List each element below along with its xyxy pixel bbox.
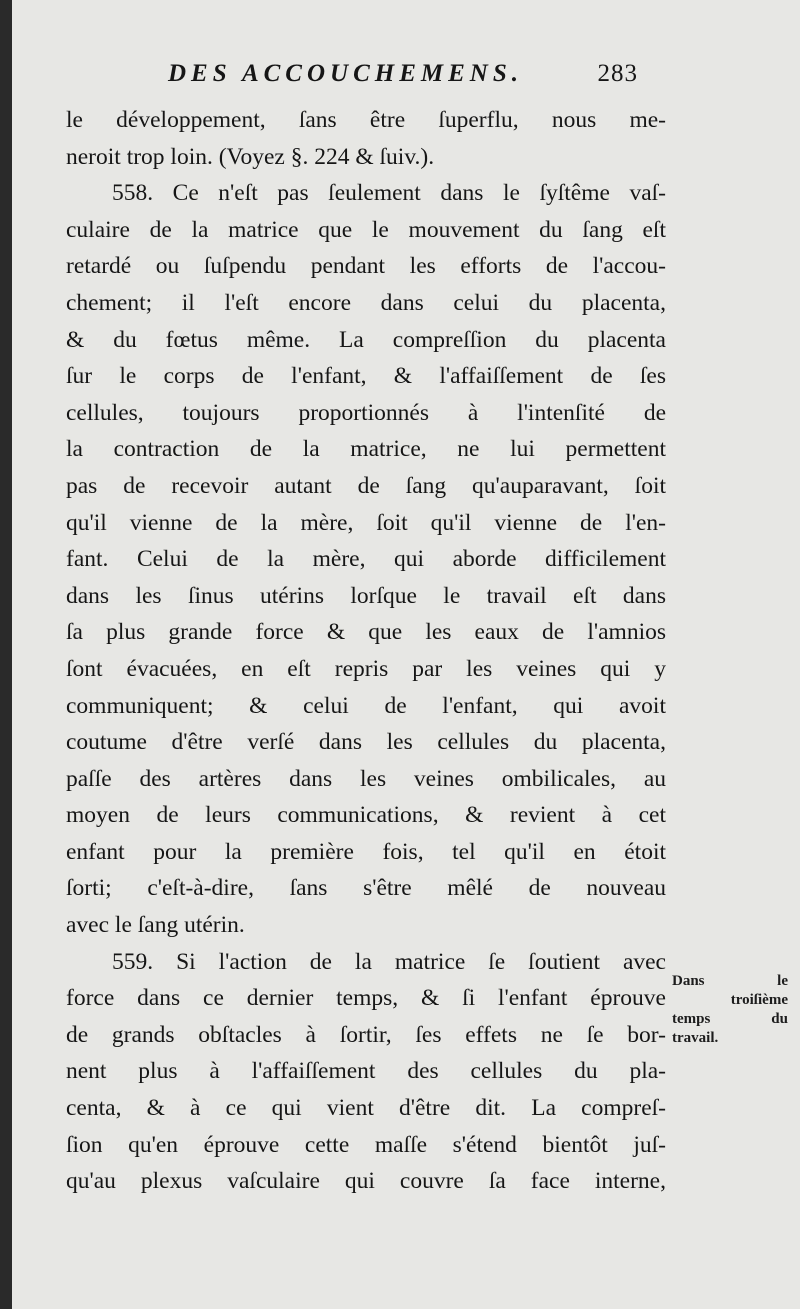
text-line: cellules, toujours proportionnés à l'intenſité de	[66, 399, 666, 426]
text-line: ſont évacuées, en eſt repris par les veines qui y	[66, 655, 666, 682]
text-line: ſa plus grande force & que les eaux de l'amnios	[66, 619, 666, 646]
text-line: culaire de la matrice que le mouvement du ſang eſt	[66, 216, 666, 243]
text-line: qu'il vienne de la mère, ſoit qu'il vienne de l'en-	[66, 509, 666, 536]
text-line: la contraction de la matrice, ne lui permettent	[66, 436, 666, 463]
body-text	[66, 102, 666, 1200]
margin-note	[672, 972, 788, 1048]
text-line: centa, & à ce qui vient d'être dit. La compreſ-	[66, 1095, 666, 1122]
page-number: 283	[597, 60, 638, 87]
text-line: ſorti; c'eſt-à-dire, ſans s'être mêlé de nouveau	[66, 875, 666, 902]
book-gutter	[0, 0, 12, 1309]
margin-note-line: travail.	[672, 1030, 719, 1046]
text-line: qu'au plexus vaſculaire qui couvre ſa face interne,	[66, 1168, 666, 1195]
text-line: ſion qu'en éprouve cette maſſe s'étend bientôt juſ-	[66, 1131, 666, 1158]
margin-note-line: Dans le	[672, 973, 788, 989]
margin-note-line: troiſième	[730, 992, 788, 1008]
text-line: fant. Celui de la mère, qui aborde difficilement	[66, 546, 666, 573]
text-line: communiquent; & celui de l'enfant, qui avoit	[66, 692, 666, 719]
text-line: neroit trop loin. (Voyez §. 224 & ſuiv.).	[66, 143, 435, 170]
running-header	[168, 60, 638, 94]
text-line: paſſe des artères dans les veines ombilicales, au	[66, 765, 666, 792]
header-title: DES ACCOUCHEMENS.	[168, 60, 523, 87]
text-line: ſur le corps de l'enfant, & l'affaiſſement de ſes	[66, 363, 666, 390]
paragraph-558-start: 558. Ce n'eſt pas ſeulement dans le ſyſtême vaſ-	[112, 180, 666, 207]
text-line: le développement, ſans être ſuperflu, nous me-	[66, 107, 666, 133]
text-line: avec le ſang utérin.	[66, 912, 245, 939]
paragraph-559-start: 559. Si l'action de la matrice ſe ſoutient avec	[112, 948, 666, 975]
text-line: force dans ce dernier temps, & ſi l'enfant éprouve	[66, 985, 666, 1012]
text-line: moyen de leurs communications, & revient à cet	[66, 802, 666, 829]
margin-note-line: temps du	[672, 1011, 788, 1027]
text-line: & du fœtus même. La compreſſion du placenta	[66, 326, 666, 353]
text-line: de grands obſtacles à ſortir, ſes effets ne ſe bor-	[66, 1021, 666, 1048]
text-line: retardé ou ſuſpendu pendant les efforts de l'accou-	[66, 253, 666, 280]
text-line: enfant pour la première fois, tel qu'il en étoit	[66, 838, 666, 865]
text-line: dans les ſinus utérins lorſque le travail eſt dans	[66, 582, 666, 609]
text-line: chement; il l'eſt encore dans celui du placenta,	[66, 289, 666, 316]
text-line: pas de recevoir autant de ſang qu'auparavant, ſoit	[66, 472, 666, 499]
text-line: nent plus à l'affaiſſement des cellules du pla-	[66, 1058, 666, 1085]
text-line: coutume d'être verſé dans les cellules du placenta,	[66, 729, 666, 756]
